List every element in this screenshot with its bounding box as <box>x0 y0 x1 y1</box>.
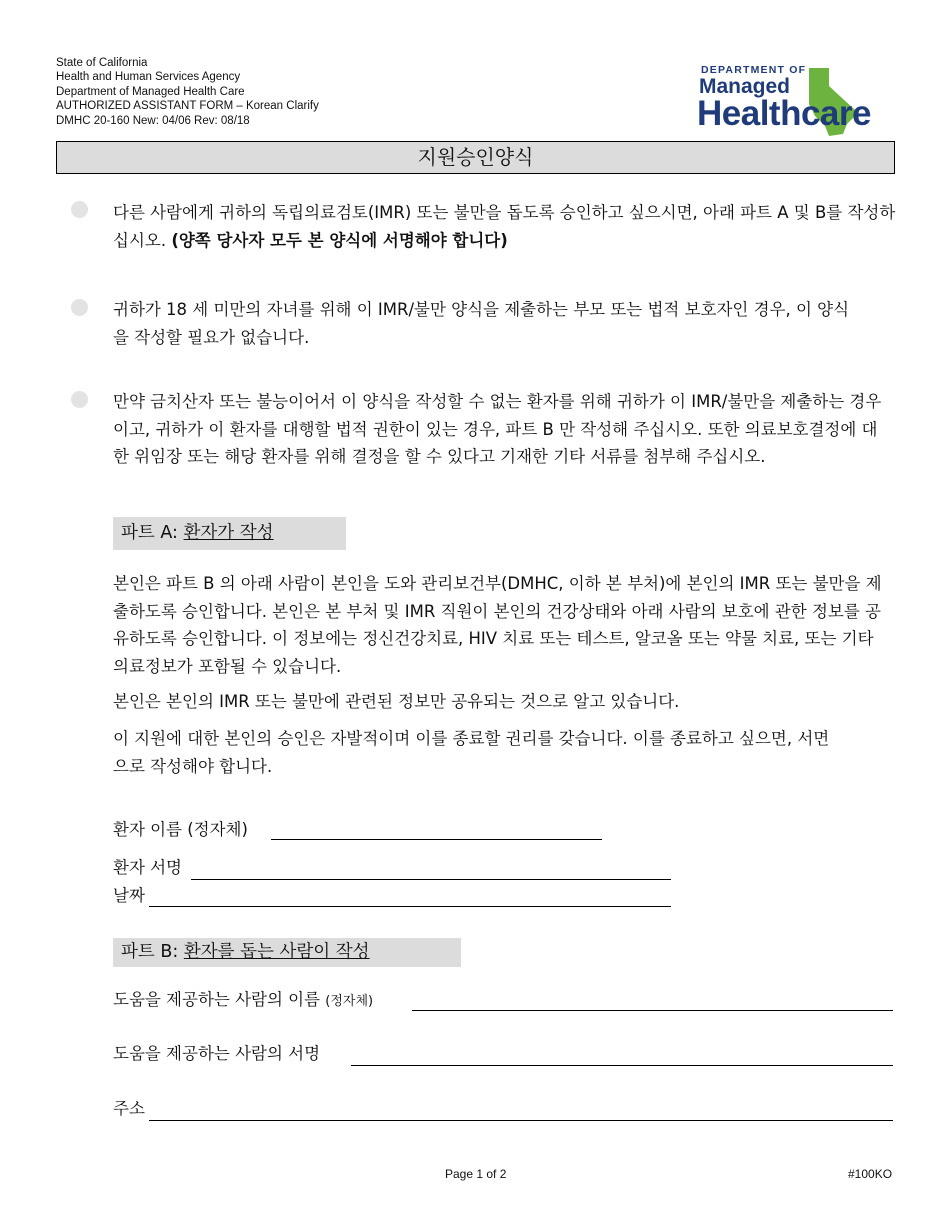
instruction-1-bold: (양쪽 당사자 모두 본 양식에 서명해야 합니다) <box>171 230 508 250</box>
header-line-form-name: AUTHORIZED ASSISTANT FORM – Korean Clarify <box>56 100 319 113</box>
instruction-1-text: 다른 사람에게 귀하의 독립의료검토(IMR) 또는 불만을 돕도록 승인하고 싶으시면, 아래 파트 A 및 B를 작성하십시오. <box>113 203 896 250</box>
instruction-3: 만약 금치산자 또는 불능이어서 이 양식을 작성할 수 없는 환자를 위해 귀하가 이 IMR/불만을 제출하는 경우이고, 귀하가 이 환자를 대행할 법적 권한이 있는 경우, 파트 B 만 작성해 주십시오. 또한 의료보호결정에 대한 위임장 또는 해당 환자를 위해 결정을 할 수 있다고 기재한 기타 서류를 첨부해 주십시오. <box>113 392 882 466</box>
helper-signature-field[interactable] <box>351 1065 893 1066</box>
part-a-label: 환자가 작성 <box>183 523 274 543</box>
logo-line-department: DEPARTMENT OF <box>701 64 807 76</box>
address-field[interactable] <box>149 1120 893 1121</box>
part-b-header <box>113 938 461 967</box>
helper-name-hint: (정자체) <box>325 994 374 1009</box>
part-a-paragraph-3: 이 지원에 대한 본인의 승인은 자발적이며 이를 종료할 권리를 갖습니다. 이를 종료하고 싶으면, 서면으로 작성해야 합니다. <box>113 729 830 776</box>
date-label: 날짜 <box>113 886 145 905</box>
part-a-prefix: 파트 A: <box>121 523 184 543</box>
bullet-icon <box>71 391 88 408</box>
helper-name-label: 도움을 제공하는 사람의 이름 <box>113 990 321 1009</box>
part-a-header <box>113 517 346 550</box>
header-line-state: State of California <box>56 57 148 69</box>
header-line-department: Department of Managed Health Care <box>56 85 245 98</box>
patient-name-field[interactable] <box>271 839 602 840</box>
part-b-label: 환자를 돕는 사람이 작성 <box>183 942 370 962</box>
helper-signature-label: 도움을 제공하는 사람의 서명 <box>113 1044 321 1063</box>
logo-line-healthcare: Healthcare <box>697 94 871 133</box>
helper-name-label-group <box>113 989 373 1013</box>
part-b-prefix: 파트 B: <box>121 942 184 962</box>
helper-name-field[interactable] <box>412 1010 893 1011</box>
agency-header <box>56 56 319 128</box>
part-a-paragraph-1: 본인은 파트 B 의 아래 사람이 본인을 도와 관리보건부(DMHC, 이하 본 부처)에 본인의 IMR 또는 불만을 제출하도록 승인합니다. 본인은 본 부처 및 IMR 직원이 본인의 건강상태와 아래 사람의 보호에 관한 정보를 공유하도록 승인합니다. 이 정보에는 정신건강치료, HIV 치료 또는 테스트, 알코올 또는 약물 치료, 또는 기타 의료정보가 포함될 수 있습니다. <box>113 574 882 676</box>
form-code: #100KO <box>848 1167 893 1181</box>
instruction-1 <box>113 199 903 254</box>
patient-name-label: 환자 이름 (정자체) <box>113 820 248 839</box>
logo-line-managed: Managed <box>699 75 791 98</box>
bullet-icon <box>71 201 88 218</box>
instruction-2: 귀하가 18 세 미만의 자녀를 위해 이 IMR/불만 양식을 제출하는 부모 또는 법적 보호자인 경우, 이 양식을 작성할 필요가 없습니다. <box>113 300 850 347</box>
dmhc-logo <box>697 64 897 138</box>
patient-signature-label: 환자 서명 <box>113 858 183 877</box>
patient-signature-field[interactable] <box>191 879 671 880</box>
bullet-icon <box>71 299 88 316</box>
date-field[interactable] <box>149 906 671 907</box>
page-number: Page 1 of 2 <box>445 1167 507 1181</box>
header-line-form-number: DMHC 20-160 New: 04/06 Rev: 08/18 <box>56 114 250 127</box>
form-title: 지원승인양식 <box>56 141 895 174</box>
address-label: 주소 <box>113 1099 145 1118</box>
part-a-paragraph-2: 본인은 본인의 IMR 또는 불만에 관련된 정보만 공유되는 것으로 알고 있습니다. <box>113 692 680 711</box>
header-line-agency: Health and Human Services Agency <box>56 71 241 84</box>
